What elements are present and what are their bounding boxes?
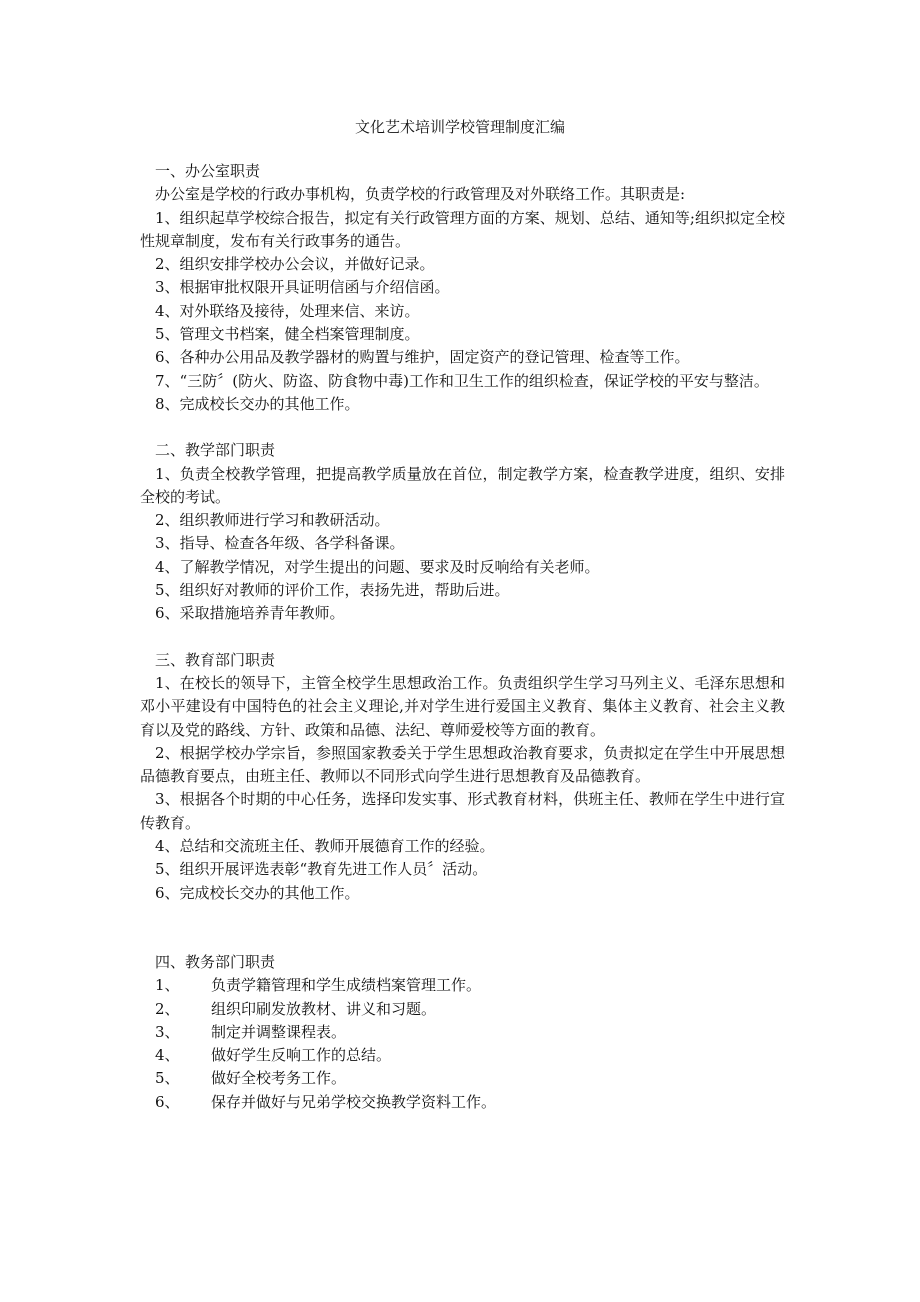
list-item: 8、完成校长交办的其他工作。 (155, 394, 360, 413)
list-item (140, 1044, 785, 1067)
section-office (140, 160, 785, 416)
spacer (140, 416, 785, 439)
list-item: 1、组织起草学校综合报告，拟定有关行政管理方面的方案、规划、总结、通知等;组织拟定全校性规章制度，发布有关行政事务的通告。 (140, 208, 785, 250)
list-item: 4、总结和交流班主任、教师开展德育工作的经验。 (155, 837, 495, 856)
item-text: 做好全校考务工作。 (211, 1069, 347, 1088)
list-item: 2、组织安排学校办公会议，并做好记录。 (155, 255, 435, 274)
item-text: 做好学生反响工作的总结。 (211, 1046, 392, 1065)
list-item: 4、对外联络及接待，处理来信、来访。 (155, 301, 420, 320)
item-number: 1、 (155, 976, 180, 995)
list-item: 2、根据学校办学宗旨，参照国家教委关于学生思想政治教育要求，负责拟定在学生中开展思想品德教育要点，由班主任、教师以不同形式向学生进行思想教育及品德教育。 (140, 743, 785, 786)
section-heading: 四、教务部门职责 (155, 952, 276, 971)
list-item (140, 998, 785, 1021)
list-item: 1、在校长的领导下，主管全校学生思想政治工作。负责组织学生学习马列主义、毛泽东思想和邓小平建设有中国特色的社会主义理论,并对学生进行爱国主义教育、集体主义教育、社会主义教育以及党的路线、方针、政策和品德、法纪、尊师爱校等方面的教育。 (140, 673, 785, 739)
list-item: 2、组织教师进行学习和教研活动。 (155, 511, 390, 530)
section-teaching (140, 439, 785, 625)
section-intro: 办公室是学校的行政办事机构，负责学校的行政管理及对外联络工作。其职责是: (155, 185, 686, 204)
list-item: 3、指导、检查各年级、各学科备课。 (155, 534, 405, 553)
section-heading: 二、教学部门职责 (155, 441, 276, 460)
list-item: 5、管理文书档案，健全档案管理制度。 (155, 325, 420, 344)
list-item: 4、了解教学情况，对学生提出的问题、要求及时反响给有关老师。 (155, 557, 600, 576)
item-number: 4、 (155, 1046, 180, 1065)
spacer (140, 905, 785, 951)
list-item: 6、各种办公用品及教学器材的购置与维护，固定资产的登记管理、检查等工作。 (155, 348, 690, 367)
item-text: 保存并做好与兄弟学校交换教学资料工作。 (211, 1092, 497, 1111)
item-number: 5、 (155, 1069, 180, 1088)
list-item: 6、完成校长交办的其他工作。 (155, 883, 360, 902)
list-item: 3、根据审批权限开具证明信函与介绍信函。 (155, 278, 450, 297)
list-item (140, 1091, 785, 1114)
list-item: 3、根据各个时期的中心任务，选择印发实事、形式教育材料，供班主任、教师在学生中进行宣传教育。 (140, 790, 785, 832)
document-title: 文化艺术培训学校管理制度汇编 (354, 118, 565, 136)
list-item: 6、采取措施培养青年教师。 (155, 604, 345, 623)
section-academic-affairs (140, 951, 785, 1114)
list-item: 5、组织开展评选表彰“教育先进工作人员〞活动。 (155, 860, 488, 879)
document-body (140, 160, 785, 1114)
item-text: 负责学籍管理和学生成绩档案管理工作。 (211, 976, 482, 995)
list-item (140, 1067, 785, 1090)
section-heading: 一、办公室职责 (155, 162, 261, 180)
list-item (140, 974, 785, 997)
section-education (140, 649, 785, 905)
list-item: 5、组织好对教师的评价工作，表扬先进，帮助后进。 (155, 581, 510, 600)
item-number: 3、 (155, 1022, 180, 1041)
item-text: 组织印刷发放教材、讲义和习题。 (211, 999, 437, 1018)
item-number: 2、 (155, 999, 180, 1018)
list-item: 7、“三防〞(防火、防盗、防食物中毒)工作和卫生工作的组织检查，保证学校的平安与整洁。 (155, 371, 769, 390)
list-item: 1、负责全校教学管理，把提高教学质量放在首位，制定教学方案，检查教学进度，组织、安排全校的考试。 (140, 464, 785, 506)
spacer (140, 626, 785, 649)
section-heading: 三、教育部门职责 (155, 650, 276, 669)
item-number: 6、 (155, 1092, 180, 1111)
list-item (140, 1021, 785, 1044)
item-text: 制定并调整课程表。 (211, 1022, 347, 1041)
